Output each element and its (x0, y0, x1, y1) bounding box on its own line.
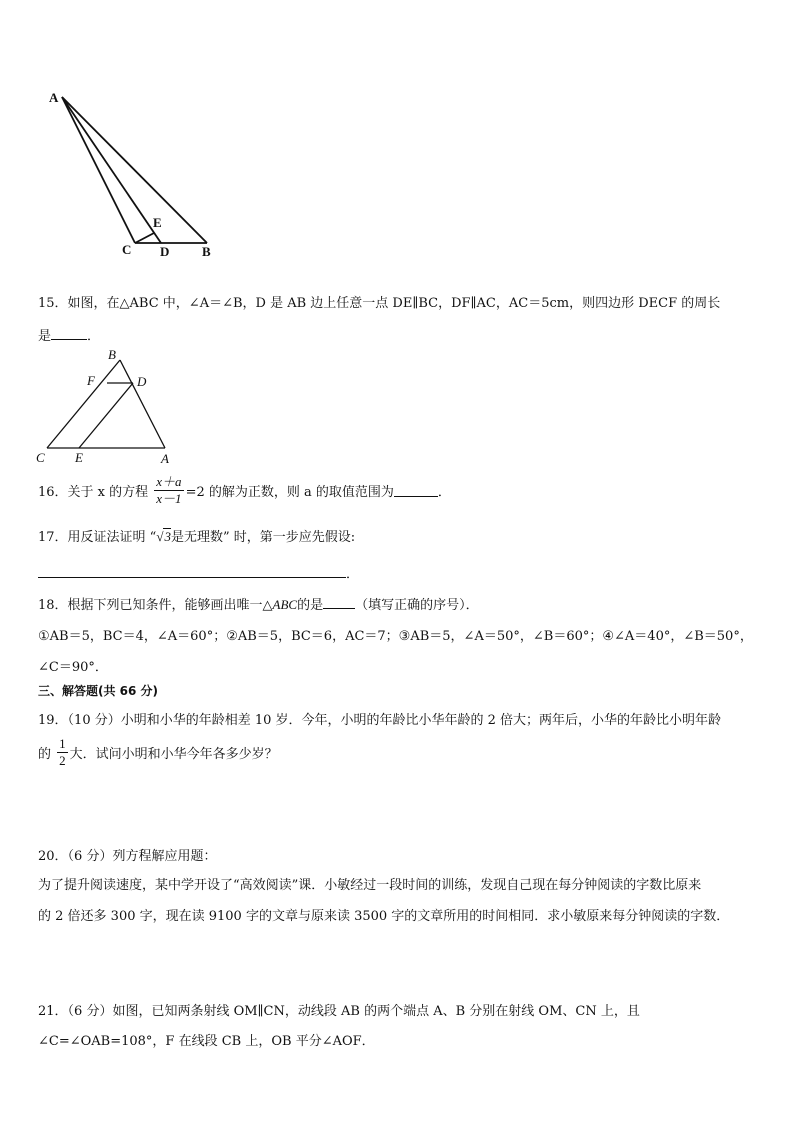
figure-1 (40, 85, 230, 265)
triangle-figure-1 (40, 85, 230, 265)
q18-suffix: （填写正确的序号）． (355, 598, 479, 613)
q19-line-1: 19．（10 分）小明和小华的年龄相差 10 岁．今年，小明的年龄比小华年龄的 2 倍大；两年后，小华的年龄比小明年龄 (38, 713, 722, 728)
q18-middle: 的是 (297, 598, 324, 613)
q16-middle: =2 的解为正数，则 a 的取值范围为 (185, 485, 394, 500)
q19-prefix: 的 (38, 747, 52, 762)
q18-answer-blank[interactable] (323, 596, 355, 609)
label-B: B (108, 347, 116, 362)
section-3-title: 三、解答题(共 66 分) (38, 684, 159, 698)
label-E: E (153, 215, 162, 230)
q17-answer-blank[interactable] (38, 565, 346, 578)
label-D: D (160, 244, 170, 259)
q18-prefix: 18．根据下列已知条件，能够画出唯一△ (38, 598, 273, 613)
q19-line-2 (38, 736, 278, 769)
segment-CB (47, 360, 120, 448)
q19-fraction-denominator: 2 (59, 753, 66, 768)
q16-line (38, 474, 451, 507)
q16-fraction-denominator: x－1 (156, 491, 182, 506)
q17-suffix: ． (346, 567, 360, 582)
segment-DE (79, 383, 133, 448)
q17-sqrt: √3 (156, 529, 171, 544)
q17-middle: 是无理数” 时，第一步应先假设: (170, 530, 356, 545)
label-A: A (161, 451, 169, 466)
q18-triangle-name: ABC (272, 597, 298, 612)
q16-answer-blank[interactable] (394, 484, 438, 497)
q21-line-1: 21．（6 分）如图，已知两条射线 OM∥CN，动线段 AB 的两个端点 A、B 分别在射线 OM、CN 上，且 (38, 1004, 640, 1019)
q16-fraction-numerator: x＋a (156, 474, 182, 489)
figure-2 (34, 346, 184, 471)
label-F: F (87, 373, 95, 388)
label-D: D (137, 374, 147, 389)
q19-fraction (57, 736, 68, 769)
q21-line-2: ∠C=∠OAB=108°，F 在线段 CB 上，OB 平分∠AOF． (38, 1034, 375, 1049)
q15-suffix: ． (87, 329, 101, 344)
label-C: C (36, 450, 45, 465)
q19-suffix: 大．试问小明和小华今年各多少岁？ (69, 747, 278, 762)
label-C: C (122, 242, 132, 257)
q16-suffix: ． (437, 485, 451, 500)
q17-prefix: 17．用反证法证明 “ (38, 530, 157, 545)
label-B: B (202, 244, 211, 259)
q20-line-2: 为了提升阅读速度，某中学开设了“高效阅读”课．小敏经过一段时间的训练，发现自己现在每分钟阅读的字数比原来 (38, 878, 702, 893)
q18-options-line-2: ∠C＝90°． (38, 660, 108, 675)
segment-AC (62, 97, 135, 243)
q15-line-2 (38, 325, 100, 344)
q17-line-1 (38, 526, 355, 545)
q19-fraction-numerator: 1 (59, 736, 66, 751)
q15-line-1: 15．如图，在△ABC 中，∠A＝∠B，D 是 AB 边上任意一点 DE∥BC，DF∥AC，AC＝5cm，则四边形 DECF 的周长 (38, 296, 721, 311)
segment-AD (62, 97, 161, 243)
segment-CE (135, 233, 154, 243)
q20-line-3: 的 2 倍还多 300 字，现在读 9100 字的文章与原来读 3500 字的文章所用的时间相同．求小敏原来每分钟阅读的字数． (38, 909, 730, 924)
q15-prefix: 是 (38, 329, 52, 344)
q17-line-2 (38, 563, 359, 582)
label-A: A (49, 90, 59, 105)
q16-fraction (154, 474, 183, 507)
q16-prefix: 16．关于 x 的方程 (38, 485, 149, 500)
label-E: E (75, 450, 83, 465)
q15-answer-blank[interactable] (51, 327, 87, 340)
q20-line-1: 20．（6 分）列方程解应用题： (38, 849, 217, 864)
segment-AB (62, 97, 207, 243)
q18-options-line-1: ①AB＝5，BC＝4，∠A＝60°；②AB＝5，BC＝6，AC＝7；③AB＝5，∠A＝50°，∠B＝60°；④∠A＝40°，∠B＝50°， (38, 629, 753, 644)
q17-radicand: 3 (164, 529, 171, 544)
q18-line-1 (38, 594, 479, 613)
